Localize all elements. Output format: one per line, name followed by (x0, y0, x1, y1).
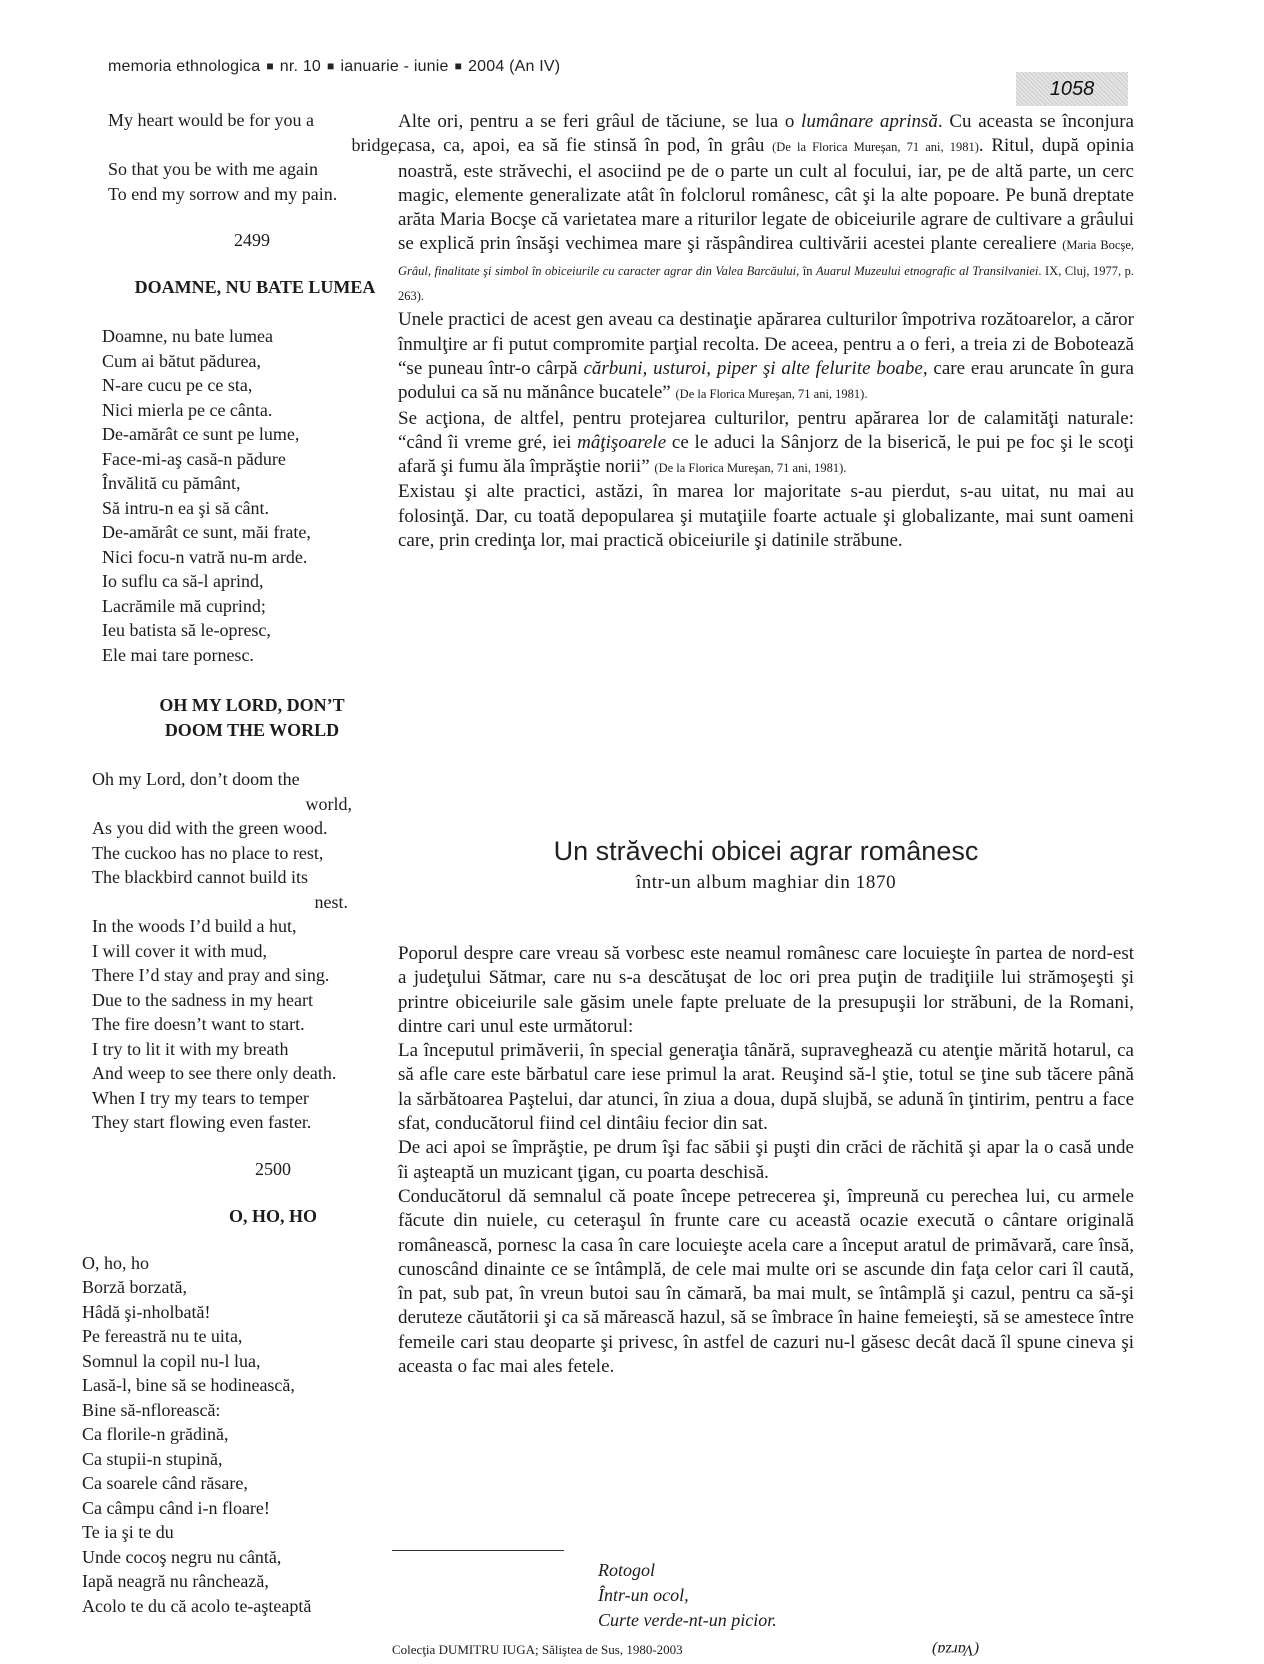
poem-2500 (82, 1251, 402, 1619)
poem-line: world, (305, 793, 352, 814)
issue-period: ianuarie - iunie (340, 58, 449, 75)
poem-line: I will cover it with mud, (92, 940, 267, 961)
poem-line: Ca florile-n grădină, (82, 1424, 229, 1444)
riddle-line: Într-un ocol, (598, 1585, 689, 1605)
emphasis: cărbuni, usturoi, piper şi alte felurite boabe (583, 357, 923, 379)
poem-line: The fire doesn’t want to start. (92, 1014, 305, 1034)
citation: (De la Florica Mureşan, 71 ani, 1981). (675, 387, 868, 402)
poem-line: The blackbird cannot build its (92, 867, 308, 887)
poem-title: DOAMNE, NU BATE LUMEA (134, 277, 376, 297)
reference-journal: Auarul Muzeului etnografic al Transilvaniei (816, 263, 1039, 278)
poem-line: Bine să-nflorească: (82, 1399, 221, 1420)
text-run: . Cu aceasta se înconjura casa, ca, apoi, ea să fie stinsă în pod, în grâu (398, 111, 1134, 157)
emphasis: lumânare aprinsă (801, 111, 938, 132)
poem-top-fragment (82, 108, 402, 206)
paragraph: Existau şi alte practici, astăzi, în marea lor majoritate s-au pierdut, s-au uitat, nu mai au folosinţă. Dar, cu toată depopularea şi mutaţiile foarte actuale şi globalizante, mai sunt oameni care, prin credinţa lor, mai practică obiceiurile şi datinile străbune. (398, 481, 1134, 552)
running-header (108, 58, 560, 76)
issue-year: 2004 (An IV) (468, 58, 561, 75)
poem-line: My heart would be for you a (108, 110, 314, 130)
reference-text: , în (796, 263, 817, 278)
poem-line: Ca câmpu când i-n floare! (82, 1497, 270, 1518)
separator: ■ (327, 59, 335, 73)
collection-credit: Colecţia DUMITRU IUGA; Săliştea de Sus, 1980-2003 (392, 1642, 683, 1657)
paragraph (398, 308, 1134, 406)
page-number: 1058 (1016, 72, 1128, 106)
riddle-line: Rotogol (598, 1560, 655, 1580)
separator: ■ (266, 59, 274, 73)
poem-title: O, HO, HO (228, 1205, 317, 1226)
poem-line: Ieu batista să le-opresc, (102, 620, 271, 640)
poem-line: Hâdă şi-nholbată! (82, 1301, 211, 1322)
poem-2499 (82, 324, 402, 667)
poem-line: Face-mi-aş casă-n pădure (102, 448, 286, 469)
poem-line: Cum ai bătut pădurea, (102, 350, 261, 371)
poem-line: Iapă neagră nu rânchează, (82, 1571, 269, 1591)
poem-line: De-amărât ce sunt pe lume, (102, 424, 300, 444)
text-run: . Ritul, după opinia noastră, este străvechi, el asociind pe de o parte un cult al focului, iar, pe de altă parte, un cerc magic, elemente generalizate atât în folclorul românesc, cât şi la alte popoare. Pe bună dreptate arăta Maria Bocşe că varietatea mare a riturilor legate de obiceiurile agrare de cultivare a grâului se explică prin însăşi vechimea mare şi răspândirea cultivării acestei plante cerealiere (398, 135, 1134, 255)
text-run: Alte ori, pentru a se feri grâul de tăciune, se lua o (398, 111, 802, 132)
paragraph: Conducătorul dă semnalul că poate începe petrecerea şi, împreună cu perechea lui, cu armele făcute din nuiele, cu ceteraşul în frunte care cu această ocazie execută o cântare originală românească, pornesc la casa în care locuieşte acela care a început aratul de primăvară, care însă, cunoscând dinainte ce se întâmplă, de cele mai multe ori se ascunde din faţa celor cari îl caută, în pat, sub pat, în vreun butoi sau în cămară, ba mai mult, se întâmplă şi cazul, pentru ca să-şi deruteze căutătorii şi ca să mărească hazul, să se îmbrace în haine femeieşti, să se amestece între femeile cari stau deoparte şi privesc, în astfel de cazuri nu-l găsesc decât dacă îl spune cineva şi aceasta o fac mai ales fetele. (398, 1185, 1134, 1378)
poem-line: N-are cucu pe ce sta, (102, 375, 253, 395)
riddle-line: Curte verde-nt-un picior. (598, 1610, 777, 1630)
article-continuation (398, 110, 1134, 553)
poem-line: Ca soarele când răsare, (82, 1473, 248, 1493)
poem-line: Due to the sadness in my heart (92, 989, 313, 1010)
poem-line: When I try my tears to temper (92, 1087, 309, 1108)
poem-line: Ca stupii-n stupină, (82, 1448, 223, 1469)
paragraph: Poporul despre care vreau să vorbesc este neamul românesc care locuieşte în partea de nord-est a judeţului Sătmar, care nu s-a descătuşat de loc ori prea puţin de tradiţiile lui strămoşeşti şi printre obiceiurile sale găsim unele fapte preluate de la presupuşii lor străbuni, de la Romani, dintre cari unul este următorul: (398, 943, 1134, 1037)
poem-line: Borză borzată, (82, 1277, 187, 1297)
poem-line: bridge, (351, 134, 402, 155)
text-run: ce le aduci la Sânjorz de la biserică, le pui pe foc şi le scoţi afară şi fumu ăla împrăştie norii” (398, 431, 1134, 478)
reference-text: . IX, Cluj, 1977, p. 263). (398, 263, 1134, 304)
poem-line: nest. (314, 891, 348, 912)
reference-title: Grâul, finalitate şi simbol în obiceiurile cu caracter agrar din Valea Barcăului (398, 263, 797, 278)
paragraph (398, 110, 1134, 308)
poem-line: Lacrămile mă cuprind; (102, 595, 266, 616)
poem-line: Somnul la copil nu-l lua, (82, 1350, 261, 1371)
riddle (598, 1558, 777, 1633)
poem-line: Ele mai tare pornesc. (102, 644, 254, 665)
poem-line: Pe fereastră nu te uita, (82, 1326, 243, 1346)
poem-line: I try to lit it with my breath (92, 1038, 289, 1059)
paragraph (398, 407, 1134, 481)
poem-line: They start flowing even faster. (92, 1112, 312, 1132)
poem-line: Te ia şi te du (82, 1522, 174, 1542)
poem-line: Oh my Lord, don’t doom the (92, 769, 300, 789)
poem-line: As you did with the green wood. (92, 818, 328, 838)
emphasis: mâţişoarele (577, 431, 667, 453)
text-run: Se acţiona, de altfel, pentru protejarea culturilor, pentru apărarea lor de calamităţi naturale: “când îi vreme gré, iei (398, 407, 1134, 453)
journal-name: memoria ethnologica (108, 58, 261, 75)
poem-number: 2500 (255, 1158, 291, 1179)
poem-line: So that you be with me again (108, 159, 318, 179)
article-body (398, 942, 1134, 1379)
separator: ■ (454, 59, 463, 73)
poem-translation (82, 767, 402, 1135)
section-subtitle: într-un album maghiar din 1870 (635, 872, 897, 893)
poem-line: Nici focu-n vatră nu-m arde. (102, 546, 308, 567)
left-column (82, 108, 402, 1618)
poem-line: Să intru-n ea şi să cânt. (102, 497, 269, 518)
poem-line: Acolo te du că acolo te-aşteaptă (82, 1595, 312, 1616)
poem-line: In the woods I’d build a hut, (92, 916, 297, 936)
issue-number: nr. 10 (279, 58, 322, 75)
poem-line: Doamne, nu bate lumea (102, 326, 273, 346)
title-line: DOOM THE WORLD (164, 720, 340, 740)
paragraph: De aci apoi se împrăştie, pe drum îşi fac săbii şi puşti din crăci de răchită şi apar la o casă unde îi aşteaptă un muzicant ţigan, cu poarta deschisă. (398, 1137, 1134, 1183)
poem-line: O, ho, ho (82, 1252, 149, 1273)
poem-line: And weep to see there only death. (92, 1063, 337, 1083)
paragraph: La începutul primăverii, în special generaţia tânără, supraveghează cu atenţie mărită hotarul, ca să afle care este bărbatul care iese primul la arat. Reuşind să-l ştie, totul se ţine sub tăcere până la sărbătoarea Paştelui, dar atunci, în ziua a doua, după slujbă, se adună în ţintirim, pentru a face sfat, conducătorul fiind cel dintâiu fecior din sat. (398, 1040, 1134, 1135)
poem-translation-title (82, 693, 402, 743)
poem-line: Învălită cu pământ, (102, 473, 241, 493)
riddle-answer: (Varza) (932, 1641, 980, 1658)
text-run: Unele practici de acest gen aveau ca destinaţie apărarea culturilor împotriva rozătoarelor, a căror înmulţire ar fi putut compromite parţial recolta. De aceea, pentru a o feri, a treia zi de Bobotează “se puneau într-o cârpă (398, 309, 1134, 379)
poem-line: De-amărât ce sunt, măi frate, (102, 522, 311, 542)
poem-number: 2499 (234, 230, 270, 250)
title-line: OH MY LORD, DON’T (159, 695, 345, 715)
reference-text: (Maria Bocşe, (1062, 238, 1134, 253)
citation: (De la Florica Mureşan, 71 ani, 1981). (654, 461, 847, 476)
poem-line: Io suflu ca să-l aprind, (102, 571, 264, 591)
poem-line: Lasă-l, bine să se hodinească, (82, 1375, 295, 1395)
poem-line: Unde cocoş negru nu cântă, (82, 1546, 282, 1567)
poem-line: The cuckoo has no place to rest, (92, 842, 324, 863)
poem-line: There I’d stay and pray and sing. (92, 965, 330, 985)
divider (392, 1550, 564, 1551)
poem-line: To end my sorrow and my pain. (108, 183, 338, 204)
citation: (De la Florica Mureşan, 71 ani, 1981) (772, 140, 979, 155)
poem-line: Nici mierla pe ce cânta. (102, 399, 273, 420)
section-title: Un străvechi obicei agrar românesc (553, 836, 979, 866)
text-run: , care erau aruncate în gura podului ca să nu mănânce bucatele” (398, 357, 1134, 404)
